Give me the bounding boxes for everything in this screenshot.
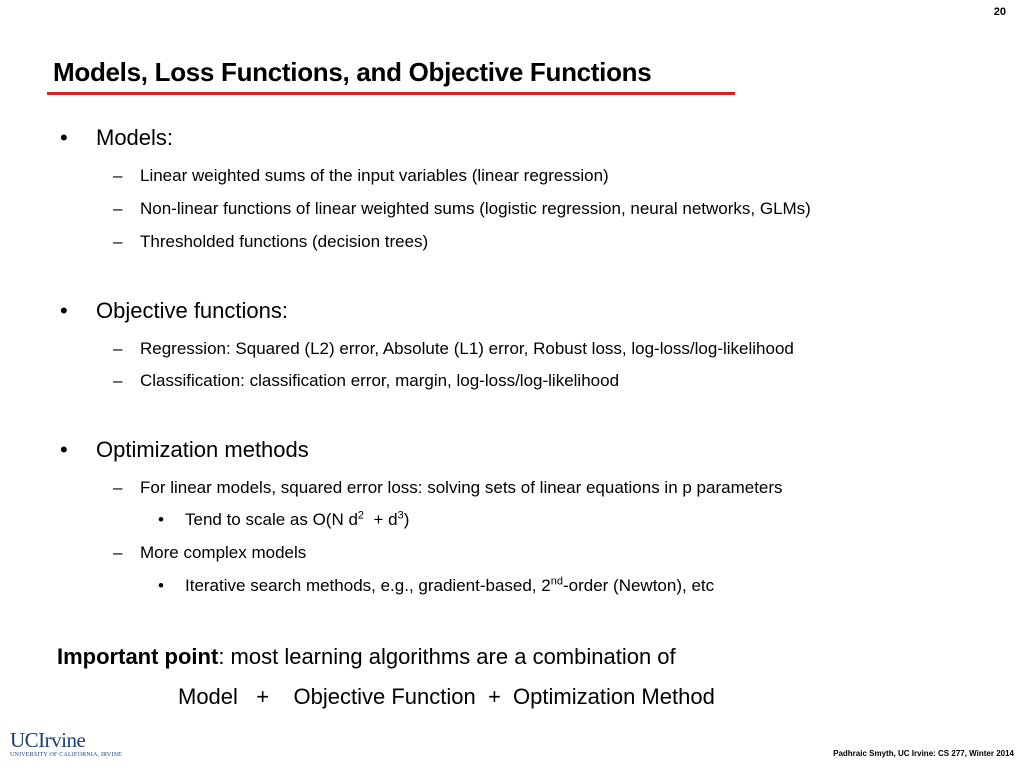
- sub-sub-item-scaling: [158, 510, 409, 530]
- dash-marker: –: [113, 199, 123, 218]
- sub-item-text: Thresholded functions (decision trees): [140, 232, 429, 251]
- bullet-heading: Optimization methods: [96, 437, 309, 462]
- sub-item: [113, 339, 794, 359]
- logo-wordmark: UCIrvine: [10, 728, 86, 752]
- dash-marker: –: [113, 543, 123, 562]
- important-label: Important point: [57, 644, 219, 669]
- footer-credit: Padhraic Smyth, UC Irvine: CS 277, Winter 2014: [833, 749, 1014, 758]
- uc-irvine-logo: [10, 730, 122, 758]
- bullet-optimization-methods: [60, 437, 309, 463]
- formula: Model + Objective Function + Optimization Method: [178, 684, 715, 709]
- dash-marker: –: [113, 166, 123, 185]
- sub-item: [113, 371, 619, 391]
- title-underline: [47, 92, 735, 95]
- dash-marker: –: [113, 232, 123, 251]
- superscript: nd: [550, 575, 563, 588]
- sub-item: [113, 478, 783, 498]
- sub-item: [113, 166, 609, 186]
- logo-subtitle: UNIVERSITY OF CALIFORNIA, IRVINE: [10, 752, 123, 758]
- dash-marker: –: [113, 478, 123, 497]
- important-point: [57, 644, 676, 670]
- superscript: 3: [397, 509, 404, 522]
- important-text: : most learning algorithms are a combination of: [218, 644, 676, 669]
- sub-item-text: For linear models, squared error loss: solving sets of linear equations in p parameters: [140, 478, 783, 497]
- superscript: 2: [357, 509, 365, 522]
- bullet-objective-functions: [60, 298, 288, 324]
- sub-item-text: Regression: Squared (L2) error, Absolute (L1) error, Robust loss, log-loss/log-likelihood: [140, 339, 794, 358]
- bullet-marker: •: [60, 437, 68, 462]
- sub-item-text: Linear weighted sums of the input variables (linear regression): [140, 166, 609, 185]
- sub-item: [113, 543, 306, 563]
- scale-text: Tend to scale as O(N d: [185, 510, 358, 529]
- sub-sub-item-iterative: [158, 576, 714, 596]
- dash-marker: –: [113, 371, 123, 390]
- bullet-heading: Models:: [96, 125, 174, 150]
- slide-number: 20: [993, 6, 1006, 18]
- bullet-marker: •: [158, 576, 164, 595]
- iter-text: -order (Newton), etc: [562, 576, 715, 595]
- iter-text: Iterative search methods, e.g., gradient-based, 2: [185, 576, 551, 595]
- sub-item-text: Non-linear functions of linear weighted sums (logistic regression, neural networks, GLMs): [140, 199, 811, 218]
- bullet-heading: Objective functions:: [96, 298, 288, 323]
- sub-item-text: Classification: classification error, margin, log-loss/log-likelihood: [140, 371, 620, 390]
- scale-text: + d: [364, 510, 398, 529]
- scale-text: ): [403, 510, 410, 529]
- sub-item-text: More complex models: [140, 543, 307, 562]
- bullet-marker: •: [60, 125, 68, 150]
- bullet-marker: •: [60, 298, 68, 323]
- sub-item: [113, 232, 428, 252]
- bullet-models: [60, 125, 173, 151]
- sub-item: [113, 199, 811, 219]
- dash-marker: –: [113, 339, 123, 358]
- slide-title: Models, Loss Functions, and Objective Functions: [53, 57, 652, 87]
- bullet-marker: •: [158, 510, 164, 529]
